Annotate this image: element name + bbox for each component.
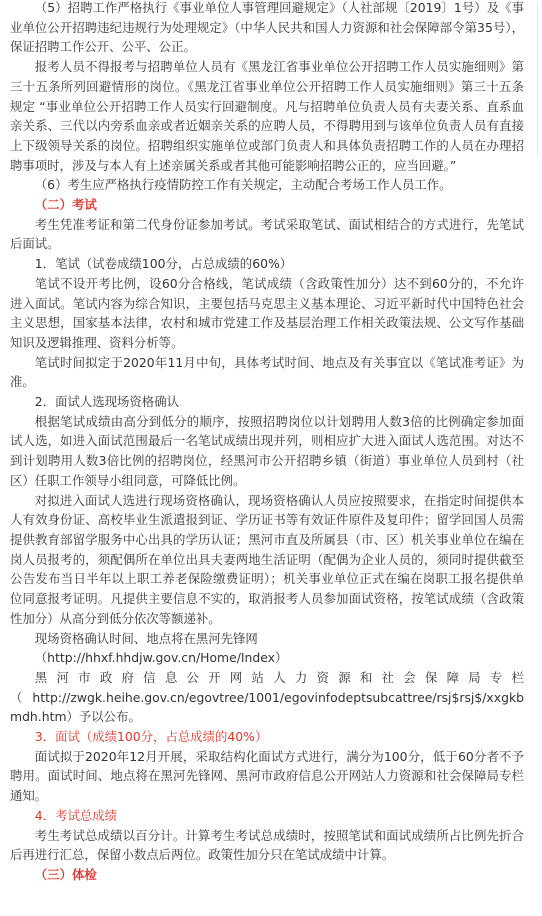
heading-qualification-review: 2．面试人选现场资格确认	[34, 394, 179, 410]
paragraph-written-exam-content: 笔试不设开考比例，设60分合格线，笔试成绩（含政策性加分）达不到60分的，不允许进入面试。笔试内容为综合知识，主要包括马克思主义基本理论、习近平新时代中国特色社会主义思想，国家基本法律，农村和城市党建工作及基层治理工作相关政策法规、公文写作基础知识及逻辑推理、资料分析等。	[10, 275, 524, 350]
paragraph-qualification-documents: 对拟进入面试人选进行现场资格确认，现场资格确认人员应按照要求，在指定时间提供本人有效身份证、高校毕业生派遣报到证、学历证书等有效证件原件及复印件；留学回国人员需提供教育部留学服务中心出具的学历认证；黑河市直及所属县（市、区）机关事业单位在编在岗人员报考的，须配偶所在单位出具夫妻两地生活证明（配偶为企业人员的，须同时提供截至公告发布当日半年以上职工养老保险缴费证明）；机关事业单位正式在编在岗职工报名提供单位同意报考证明。凡提供主要信息不实的，取消报考人员参加面试资格，按笔试成绩（含政策性加分）从高分到低分依次等额递补。	[10, 492, 524, 626]
paragraph-review-notice: 现场资格确认时间、地点将在黑河先锋网	[34, 630, 258, 646]
heading-total-score: 4．考试总成绩	[34, 807, 118, 823]
paragraph-total-score: 考生考试总成绩以百分计。计算考生考试总成绩时，按照笔试和面试成绩所占比例先折合后再进行汇总，保留小数点后两位。政策性加分只在笔试成绩中计算。	[10, 827, 524, 863]
paragraph-exam-method: 考生凭准考证和第二代身份证参加考试。考试采取笔试、面试相结合的方式进行，先笔试后面试。	[10, 216, 524, 252]
paragraph-interview-details: 面试拟于2020年12月开展，采取结构化面试方式进行，满分为100分，低于60分者不予聘用。面试时间、地点将在黑河先锋网、黑河市政府信息公开网站人力资源和社会保障局专栏通知。	[10, 748, 524, 804]
heading-physical-exam: （三）体检	[34, 866, 97, 882]
paragraph-heihe-column: 黑河市政府信息公开网站人力资源和社会保障局专栏	[34, 669, 524, 685]
heading-interview: 3．面试（成绩100分，占总成绩的40%）	[34, 729, 268, 745]
paragraph-interview-selection: 根据笔试成绩由高分到低分的顺序，按照招聘岗位以计划聘用人数3倍的比例确定参加面试人选，如进入面试范围最后一名笔试成绩出现并列，则相应扩大进入面试人选范围。对达不到计划聘用人数3倍比例的招聘岗位，经黑河市公开招聘乡镇（街道）事业单位人员到村（社区）任职工作领导小组同意，可降低比例。	[10, 413, 524, 488]
paragraph-avoidance-rules: 报考人员不得报考与招聘单位人员有《黑龙江省事业单位公开招聘工作人员实施细则》第三十五条所列回避情形的岗位。《黑龙江省事业单位公开招聘工作人员实施细则》第三十五条规定 “事业单位公开招聘工作人员实行回避制度。凡与招聘单位负责人员有夫妻关系、直系血亲关系、三代以内旁系血亲或者近姻亲关系的应聘人员，不得聘用到与该单位负责人员有直接上下级领导关系的岗位。招聘组织实施单位或部门负责人和具体负责招聘工作的人员在办理招聘事项时，涉及与本人有上述亲属关系或者其他可能影响招聘公正的，应当回避。”	[10, 59, 524, 173]
link-hhxf-url[interactable]: （http://hhxf.hhdjw.gov.cn/Home/Index）	[34, 650, 288, 666]
heading-written-exam: 1．笔试（试卷成绩100分，占总成绩的60%）	[34, 256, 293, 272]
paragraph-recruitment-rules: （5）招聘工作严格执行《事业单位人事管理回避规定》（人社部规〔2019〕1号）及《事业单位公开招聘违纪违规行为处理规定》（中华人民共和国人力资源和社会保障部令第35号），保证招聘工作公开、公平、公正。	[10, 0, 524, 55]
paragraph-written-exam-time: 笔试时间拟定于2020年11月中旬，具体考试时间、地点及有关事宜以《笔试准考证》为准。	[10, 354, 524, 390]
paragraph-epidemic-rules: （6）考生应严格执行疫情防控工作有关规定，主动配合考场工作人员工作。	[34, 177, 452, 193]
heading-exam: （二）考试	[34, 197, 97, 213]
right-margin	[534, 0, 542, 916]
link-zwgk-url[interactable]: （http://zwgk.heihe.gov.cn/egovtree/1001/egovinfodeptsubcattree/rsj$rsj$/xxgkbmdh.htm）予以公布。	[10, 689, 524, 725]
divider-line	[537, 4, 538, 154]
